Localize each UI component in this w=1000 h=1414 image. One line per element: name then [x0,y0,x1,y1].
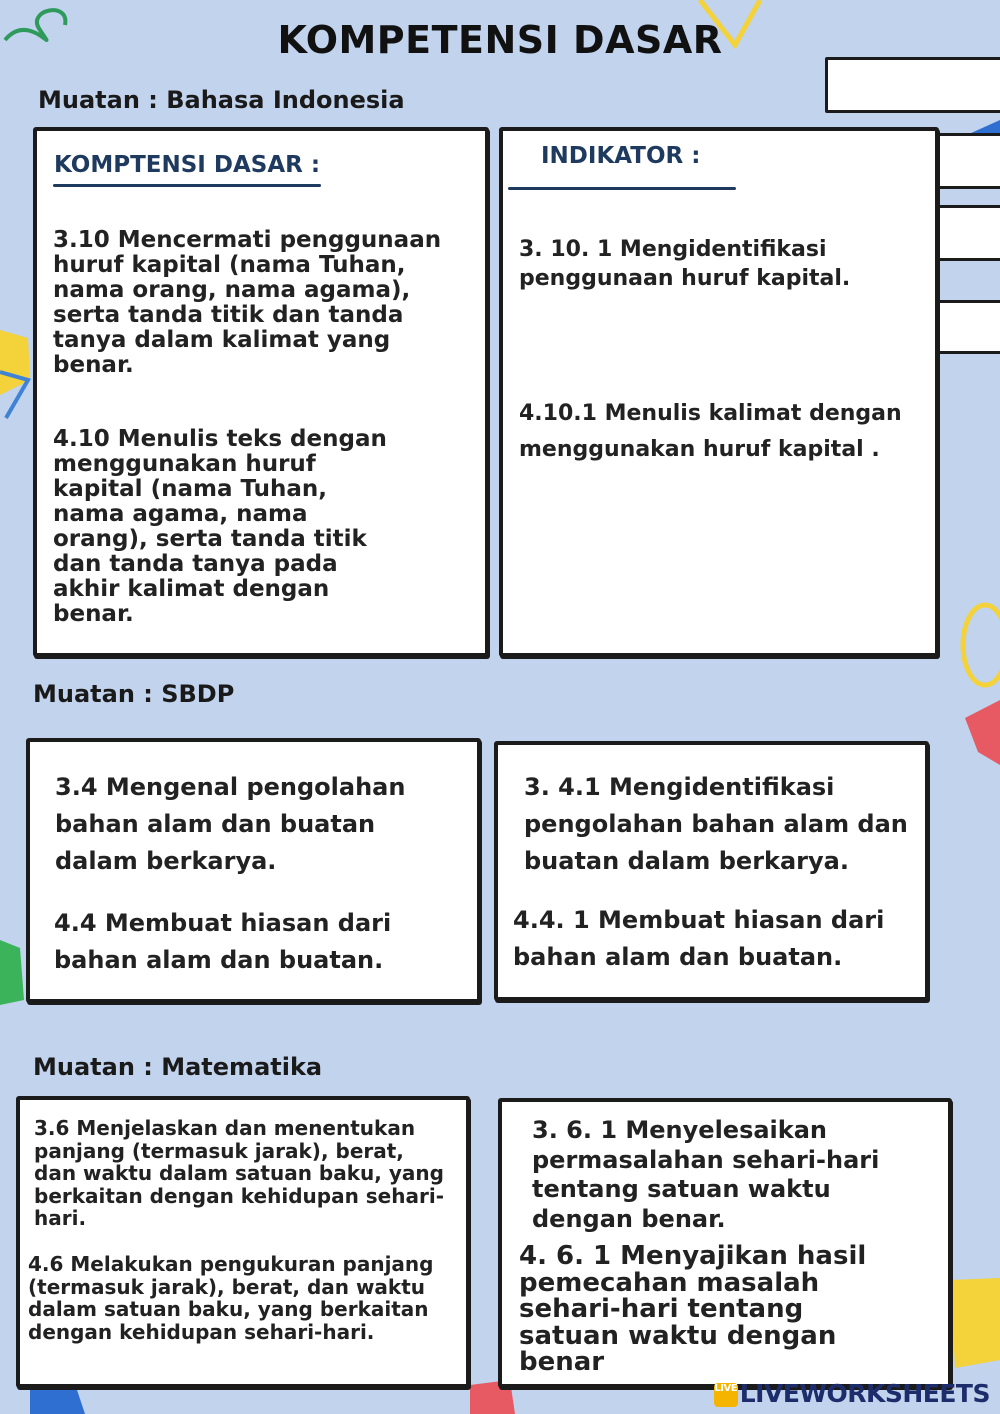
kd-box-sbdp [26,738,481,1003]
ind-sbdp-3-4-1: 3. 4.1 Mengidentifikasi pengolahan bahan alam dan buatan dalam berkarya. [524,773,908,875]
ind-sbdp-4-4-1: 4.4. 1 Membuat hiasan dari bahan alam dan buatan. [513,906,885,971]
ind-matematika-4-6-1: 4. 6. 1 Menyajikan hasil pemecahan masalah sehari-hari tentang satuan waktu dengan benar [519,1241,867,1377]
indikator-box-bahasa [499,127,939,657]
indikator-header: INDIKATOR : [541,143,701,169]
kd-box-matematika [16,1096,470,1388]
muatan-sbdp: Muatan : SBDP [33,680,235,708]
liveworksheets-logo [714,1379,990,1408]
kd-matematika-4-6: 4.6 Melakukan pengukuran panjang (termasuk jarak), berat, dan waktu dalam satuan baku, yang berkaitan dengan kehidupan sehari-hari. [28,1252,434,1344]
yellow-right-ring [963,605,1000,685]
liveworksheets-text: LIVEWORKSHEETS [739,1379,990,1408]
ind-matematika-3-6-1: 3. 6. 1 Menyelesaikan permasalahan sehari-hari tentang satuan waktu dengan benar. [532,1116,880,1233]
kd-matematika-3-6: 3.6 Menjelaskan dan menentukan panjang (termasuk jarak), berat, dan waktu dalam satuan baku, yang berkaitan dengan kehidupan sehari-hari. [34,1116,444,1230]
red-right-shape [965,700,1000,765]
muatan-matematika: Muatan : Matematika [33,1053,323,1081]
ind-bahasa-4-10-1: 4.10.1 Menulis kalimat dengan menggunakan huruf kapital . [519,401,902,462]
green-left-shape [0,940,24,1005]
ind-bahasa-3-10-1: 3. 10. 1 Mengidentifikasi penggunaan huruf kapital. [519,237,851,291]
page-title: KOMPETENSI DASAR [277,18,723,62]
indikator-box-sbdp [494,741,929,1001]
liveworksheets-badge: LIVE [714,1383,738,1407]
kd-sbdp-4-4: 4.4 Membuat hiasan dari bahan alam dan buatan. [54,909,392,974]
yellow-bottom-right [950,1278,1000,1368]
muatan-bahasa: Muatan : Bahasa Indonesia [38,86,405,114]
tab-strip-1 [825,57,1000,113]
kd-header-underline [53,184,321,187]
kd-bahasa-4-10: 4.10 Menulis teks dengan menggunakan huruf kapital (nama Tuhan, nama agama, nama orang), serta tanda titik dan tanda tanya pada akhir kalimat dengan benar. [53,426,387,627]
indikator-header-underline [508,187,736,190]
kd-box-bahasa [33,127,489,657]
kd-bahasa-3-10: 3.10 Mencermati penggunaan huruf kapital (nama Tuhan, nama orang, nama agama), serta tanda titik dan tanda tanya dalam kalimat yang benar. [53,227,442,378]
blue-bottom-left [30,1384,85,1414]
indikator-box-matematika [498,1098,952,1388]
kd-header: KOMPTENSI DASAR : [54,152,321,178]
kd-sbdp-3-4: 3.4 Mengenal pengolahan bahan alam dan buatan dalam berkarya. [55,773,406,875]
